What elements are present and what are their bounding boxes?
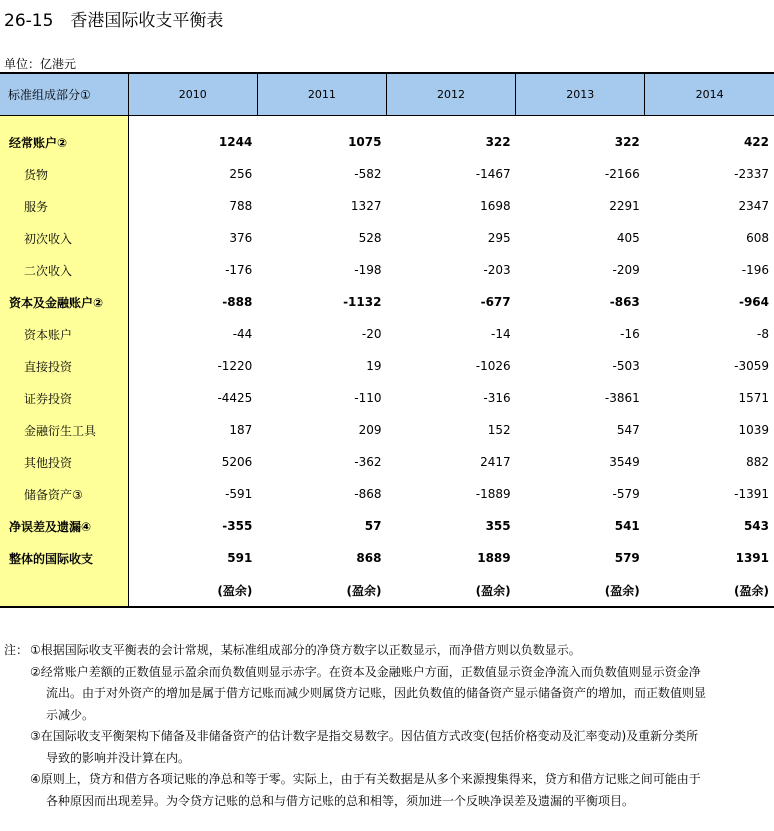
table-header-row bbox=[0, 73, 774, 116]
table-cell: 1889 bbox=[477, 551, 511, 565]
table-row bbox=[0, 158, 774, 190]
table-cell: 868 bbox=[356, 551, 382, 565]
table-cell: 405 bbox=[616, 231, 640, 245]
table-cell: 376 bbox=[229, 231, 253, 245]
table-cell: 788 bbox=[229, 199, 253, 213]
table-row bbox=[0, 414, 774, 446]
table-cell: -8 bbox=[757, 327, 769, 341]
table-body bbox=[0, 116, 774, 608]
table-cell: 5206 bbox=[221, 455, 253, 469]
table-cell: -1132 bbox=[343, 295, 382, 309]
row-label: 初次收入 bbox=[0, 222, 128, 254]
table-cell: 1571 bbox=[738, 391, 769, 405]
table-cell: -16 bbox=[620, 327, 640, 341]
table-cell: -677 bbox=[480, 295, 511, 309]
table-cell: 579 bbox=[614, 551, 640, 565]
table-cell: -1467 bbox=[475, 167, 511, 181]
table-cell: -14 bbox=[491, 327, 511, 341]
table-cell: -355 bbox=[222, 519, 253, 533]
note-text-continued: 流出。由于对外资产的增加是属于借方记账而减少则属贷方记账，因此负数值的储备资产显示储备资产的增加，而正数值则显 bbox=[46, 686, 707, 700]
note-item bbox=[0, 640, 774, 662]
table-row bbox=[0, 254, 774, 286]
table-cell: -1391 bbox=[734, 487, 769, 501]
table-row bbox=[0, 286, 774, 318]
row-label: 净误差及遗漏④ bbox=[0, 510, 128, 542]
table-cell: -110 bbox=[354, 391, 382, 405]
table-cell: 541 bbox=[614, 519, 640, 533]
note-item bbox=[0, 726, 774, 769]
table-cell: 152 bbox=[487, 423, 511, 437]
table-cell: 422 bbox=[743, 135, 769, 149]
table-cell: -503 bbox=[612, 359, 640, 373]
row-label: 二次收入 bbox=[0, 254, 128, 286]
table-cell: -1889 bbox=[475, 487, 511, 501]
table-cell: 1698 bbox=[480, 199, 511, 213]
table-row bbox=[0, 446, 774, 478]
table-cell: 209 bbox=[358, 423, 382, 437]
table-cell: 1391 bbox=[735, 551, 769, 565]
table-cell: -1220 bbox=[217, 359, 253, 373]
table-cell: 547 bbox=[616, 423, 640, 437]
table-cell: 543 bbox=[743, 519, 769, 533]
note-text-continued: 各种原因而出现差异。为令贷方记账的总和与借方记账的总和相等，须加进一个反映净误差及遗漏的平衡项目。 bbox=[46, 793, 635, 808]
table-cell: -2166 bbox=[604, 167, 640, 181]
table-cell: 187 bbox=[229, 423, 253, 437]
table-cell: 322 bbox=[485, 135, 511, 149]
table-cell: -3059 bbox=[734, 359, 769, 373]
note-text: ①根据国际收支平衡表的会计常规，某标准组成部分的净贷方数字以正数显示，而净借方则以负数显示。 bbox=[30, 643, 581, 657]
row-label: 证券投资 bbox=[0, 382, 128, 414]
table-row bbox=[0, 574, 774, 607]
table-cell: 591 bbox=[227, 551, 253, 565]
table-cell: -863 bbox=[609, 295, 640, 309]
row-label: 其他投资 bbox=[0, 446, 128, 478]
table-cell: -20 bbox=[361, 327, 382, 341]
table-row bbox=[0, 478, 774, 510]
table-cell: -888 bbox=[222, 295, 253, 309]
table-cell: -316 bbox=[483, 391, 511, 405]
table-cell: (盈余) bbox=[645, 574, 774, 607]
table-cell: 1327 bbox=[350, 199, 382, 213]
table-cell: -579 bbox=[612, 487, 640, 501]
note-item bbox=[0, 662, 774, 727]
table-cell: -4425 bbox=[217, 391, 253, 405]
column-header-component: 标准组成部分① bbox=[0, 73, 128, 116]
unit-label: 单位：亿港元 bbox=[4, 57, 77, 71]
note-text-continued: 示减少。 bbox=[46, 707, 95, 722]
table-cell: -362 bbox=[354, 455, 382, 469]
table-cell: 2291 bbox=[609, 199, 640, 213]
row-label: 服务 bbox=[0, 190, 128, 222]
table-row bbox=[0, 190, 774, 222]
table-cell: 3549 bbox=[609, 455, 640, 469]
table-cell: 528 bbox=[358, 231, 382, 245]
note-text-continued: 导致的影响并没计算在内。 bbox=[46, 750, 191, 765]
note-text: ④原则上，贷方和借方各项记账的净总和等于零。实际上，由于有关数据是从多个来源搜集得来，贷方和借方记账之间可能由于 bbox=[30, 772, 701, 786]
row-label: 资本及金融账户② bbox=[0, 286, 128, 318]
table-cell: 256 bbox=[229, 167, 253, 181]
table-cell: 1075 bbox=[348, 135, 382, 149]
table-row bbox=[0, 116, 774, 159]
table-cell: 1039 bbox=[738, 423, 769, 437]
table-cell: (盈余) bbox=[128, 574, 257, 607]
row-label bbox=[0, 574, 128, 607]
table-cell: 19 bbox=[366, 359, 382, 373]
table-cell: -3861 bbox=[604, 391, 640, 405]
table-cell: 882 bbox=[746, 455, 769, 469]
column-header-year: 2012 bbox=[386, 73, 515, 116]
table-cell: 2417 bbox=[480, 455, 511, 469]
column-header-year: 2014 bbox=[645, 73, 774, 116]
table-cell: -176 bbox=[225, 263, 253, 277]
note-text: ②经常账户差额的正数值显示盈余而负数值则显示赤字。在资本及金融账户方面，正数值显示资金净流入而负数值则显示资金净 bbox=[30, 664, 701, 679]
table-cell: 2347 bbox=[738, 199, 769, 213]
table-cell: -196 bbox=[741, 263, 769, 277]
table-cell: -2337 bbox=[734, 167, 769, 181]
note-text: ③在国际收支平衡架构下储备及非储备资产的估计数字是指交易数字。因估值方式改变(包括价格变动及汇率变动)及重新分类所 bbox=[30, 729, 699, 743]
notes-section bbox=[0, 640, 774, 812]
table-cell: 608 bbox=[746, 231, 769, 245]
table-row bbox=[0, 542, 774, 574]
table-cell: (盈余) bbox=[386, 574, 515, 607]
note-item bbox=[0, 769, 774, 812]
table-cell: 1244 bbox=[218, 135, 253, 149]
table-cell: -1026 bbox=[475, 359, 511, 373]
table-cell: -198 bbox=[354, 263, 382, 277]
row-label: 金融衍生工具 bbox=[0, 414, 128, 446]
table-row bbox=[0, 350, 774, 382]
balance-of-payments-table bbox=[0, 72, 774, 608]
table-row bbox=[0, 318, 774, 350]
table-cell: 355 bbox=[485, 519, 511, 533]
table-cell: -582 bbox=[354, 167, 382, 181]
page-title: 26-15 香港国际收支平衡表 bbox=[4, 11, 224, 31]
table-cell: (盈余) bbox=[257, 574, 386, 607]
column-header-year: 2011 bbox=[257, 73, 386, 116]
table-cell: -591 bbox=[225, 487, 253, 501]
column-header-year: 2010 bbox=[128, 73, 257, 116]
table-cell: -203 bbox=[483, 263, 511, 277]
table-row bbox=[0, 510, 774, 542]
table-cell: -44 bbox=[232, 327, 253, 341]
notes-prefix: 注： bbox=[4, 643, 29, 657]
row-label: 整体的国际收支 bbox=[0, 542, 128, 574]
table-cell: 295 bbox=[487, 231, 511, 245]
row-label: 直接投资 bbox=[0, 350, 128, 382]
table-cell: 322 bbox=[614, 135, 640, 149]
table-row bbox=[0, 222, 774, 254]
table-cell: -868 bbox=[354, 487, 382, 501]
row-label: 经常账户② bbox=[0, 116, 128, 159]
table-row bbox=[0, 382, 774, 414]
row-label: 货物 bbox=[0, 158, 128, 190]
table-cell: -964 bbox=[738, 295, 769, 309]
table-cell: -209 bbox=[612, 263, 640, 277]
row-label: 储备资产③ bbox=[0, 478, 128, 510]
table-cell: 57 bbox=[364, 519, 382, 533]
table-cell: (盈余) bbox=[516, 574, 645, 607]
row-label: 资本账户 bbox=[0, 318, 128, 350]
column-header-year: 2013 bbox=[516, 73, 645, 116]
